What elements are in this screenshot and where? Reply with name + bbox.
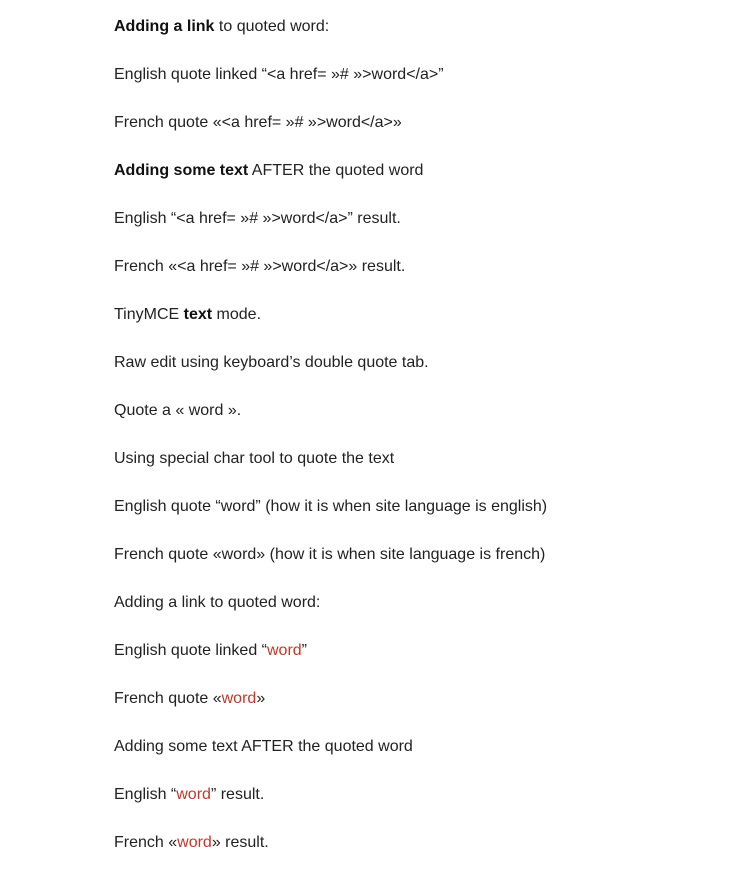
bold-phrase: text <box>183 306 213 323</box>
paragraph-text: English quote linked “ <box>114 642 267 659</box>
paragraph-text: English quote “word” (how it is when site language is english) <box>114 498 548 515</box>
paragraph-text: » result. <box>211 834 269 851</box>
paragraph-special-char-tool <box>114 450 714 498</box>
paragraph-text: English quote linked “<a href= »# »>word</a>” <box>114 66 444 83</box>
paragraph-adding-text-heading <box>114 162 714 210</box>
paragraph-text: Using special char tool to quote the text <box>114 450 395 467</box>
paragraph-text: French quote « <box>114 690 222 707</box>
paragraph-text: French « <box>114 834 178 851</box>
word-link[interactable]: word <box>177 834 212 851</box>
paragraph-french-result-raw <box>114 258 714 306</box>
paragraph-french-quote-linked-raw <box>114 114 714 162</box>
paragraph-french-quote-word <box>114 546 714 594</box>
paragraph-adding-link-heading <box>114 18 714 66</box>
paragraph-text: English “<a href= »# »>word</a>” result. <box>114 210 401 227</box>
paragraph-text: mode. <box>212 306 262 323</box>
paragraph-english-quote-linked <box>114 642 714 690</box>
paragraph-text: French quote «<a href= »# »>word</a>» <box>114 114 402 131</box>
paragraph-text: ” <box>301 642 307 659</box>
paragraph-english-quote-word <box>114 498 714 546</box>
paragraph-text: Adding a link to quoted word: <box>114 594 321 611</box>
paragraph-text: French «<a href= »# »>word</a>» result. <box>114 258 406 275</box>
paragraph-text: Adding some text AFTER the quoted word <box>114 738 413 755</box>
paragraph-adding-link-plain <box>114 594 714 642</box>
document-body <box>114 18 714 882</box>
bold-phrase: Adding a link <box>114 18 215 35</box>
word-link[interactable]: word <box>266 642 302 659</box>
word-link[interactable]: word <box>221 690 257 707</box>
word-link[interactable]: word <box>176 786 211 803</box>
paragraph-text: French quote «word» (how it is when site language is french) <box>114 546 546 563</box>
paragraph-adding-text-plain <box>114 738 714 786</box>
paragraph-quote-a-word <box>114 402 714 450</box>
paragraph-text: TinyMCE <box>114 306 184 323</box>
paragraph-raw-edit <box>114 354 714 402</box>
paragraph-text: Raw edit using keyboard’s double quote tab. <box>114 354 429 371</box>
paragraph-text: AFTER the quoted word <box>248 162 424 179</box>
paragraph-text: to quoted word: <box>214 18 330 35</box>
paragraph-tinymce-text-mode <box>114 306 714 354</box>
bold-phrase: Adding some text <box>114 162 249 179</box>
paragraph-text: English “ <box>114 786 177 803</box>
paragraph-english-result <box>114 786 714 834</box>
paragraph-french-quote-linked <box>114 690 714 738</box>
paragraph-text: Quote a « word ». <box>114 402 242 419</box>
paragraph-text: ” result. <box>210 786 265 803</box>
paragraph-english-quote-linked-raw <box>114 66 714 114</box>
paragraph-english-result-raw <box>114 210 714 258</box>
paragraph-text: » <box>256 690 266 707</box>
